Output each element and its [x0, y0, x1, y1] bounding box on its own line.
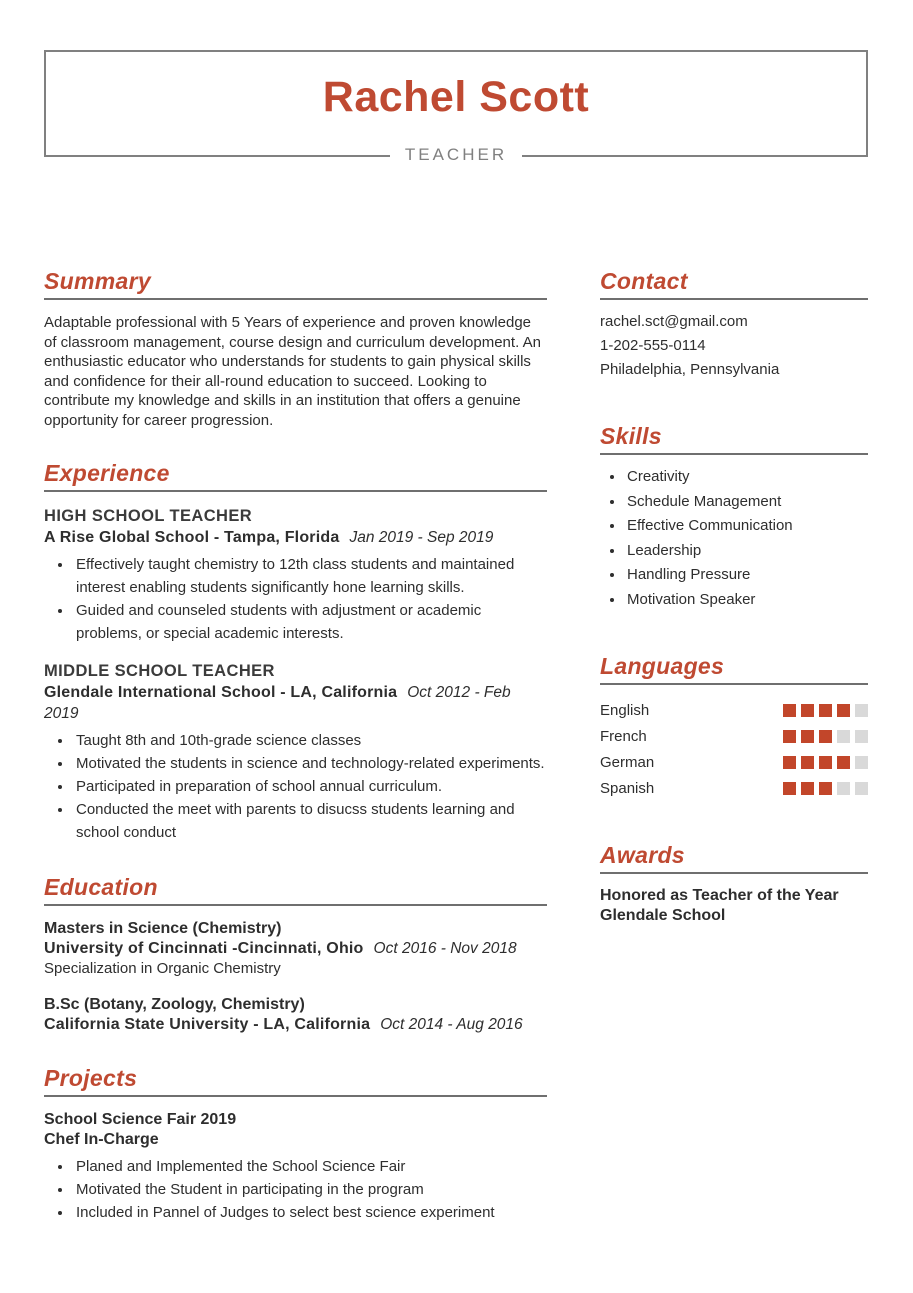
job-title: MIDDLE SCHOOL TEACHER: [44, 662, 275, 680]
job-bullet-list: [44, 729, 547, 844]
award-item: Honored as Teacher of the Year Glendale School: [600, 887, 839, 924]
job-company-line: [44, 682, 547, 724]
experience-job: [44, 661, 547, 844]
contact-location: Philadelphia, Pennsylvania: [600, 361, 780, 378]
education-entry: [44, 995, 547, 1035]
language-row: [600, 697, 868, 723]
job-title: HIGH SCHOOL TEACHER: [44, 507, 253, 525]
experience-heading: Experience: [44, 460, 547, 492]
language-level-square: [801, 730, 814, 743]
language-level-square: [837, 756, 850, 769]
language-level-square: [819, 756, 832, 769]
bullet-item: • Guided and counseled students with adjustment or academic problems, or special academic interests.: [73, 599, 547, 645]
skill-item: • Creativity: [625, 465, 868, 490]
section-languages: [600, 653, 868, 801]
project-entry: [44, 1110, 547, 1224]
bullet-item: • Effectively taught chemistry to 12th class students and maintained interest enabling students significantly hone learning skills.: [73, 553, 547, 599]
bullet-item: • Planed and Implemented the School Science Fair: [73, 1155, 547, 1178]
education-entry: [44, 919, 547, 979]
language-level-square: [783, 730, 796, 743]
language-level-square: [837, 704, 850, 717]
language-level-square: [819, 730, 832, 743]
skill-item: • Motivation Speaker: [625, 588, 868, 613]
experience-job: [44, 506, 547, 645]
language-level-square: [783, 782, 796, 795]
left-column: [44, 268, 547, 1254]
language-name: Spanish: [600, 779, 655, 797]
degree-name: Masters in Science (Chemistry): [44, 920, 282, 937]
language-level-square: [819, 704, 832, 717]
education-note: Specialization in Organic Chemistry: [44, 960, 281, 977]
language-level-square: [837, 782, 850, 795]
bullet-item: • Conducted the meet with parents to disucss students learning and school conduct: [73, 798, 547, 844]
language-level-square: [801, 704, 814, 717]
bullet-item: • Included in Pannel of Judges to select best science experiment: [73, 1201, 547, 1224]
project-bullet-list: [44, 1155, 547, 1224]
bullet-item: • Taught 8th and 10th-grade science classes: [73, 729, 547, 752]
bullet-item: • Motivated the students in science and technology-related experiments.: [73, 752, 547, 775]
language-name: French: [600, 727, 647, 745]
language-level: [783, 782, 868, 795]
language-row: [600, 775, 868, 801]
skills-list: [600, 465, 868, 612]
section-skills: [600, 423, 868, 612]
skill-item: • Effective Communication: [625, 514, 868, 539]
languages-block: [600, 697, 868, 801]
person-title: TEACHER: [390, 143, 522, 167]
person-name: Rachel Scott: [322, 73, 590, 121]
language-name: English: [600, 701, 650, 719]
contact-block: [600, 310, 868, 382]
language-level-square: [837, 730, 850, 743]
bullet-item: • Participated in preparation of school annual curriculum.: [73, 775, 547, 798]
projects-heading: Projects: [44, 1065, 547, 1097]
skills-heading: Skills: [600, 423, 868, 455]
section-contact: [600, 268, 868, 382]
company-name: Glendale International School - LA, California: [44, 684, 398, 701]
languages-heading: Languages: [600, 653, 868, 685]
language-row: [600, 723, 868, 749]
education-dates: Oct 2016 - Nov 2018: [373, 940, 517, 957]
section-experience: [44, 460, 547, 844]
job-dates: Jan 2019 - Sep 2019: [349, 529, 494, 546]
language-level-square: [855, 730, 868, 743]
skill-item: • Handling Pressure: [625, 563, 868, 588]
section-projects: [44, 1065, 547, 1224]
language-level-square: [855, 782, 868, 795]
person-title-wrap: [46, 143, 866, 168]
job-dates: Oct 2012 - Feb 2019: [44, 684, 511, 722]
skill-item: • Leadership: [625, 539, 868, 564]
job-bullet-list: [44, 553, 547, 645]
language-level-square: [783, 756, 796, 769]
language-level: [783, 756, 868, 769]
section-awards: [600, 842, 868, 926]
education-dates: Oct 2014 - Aug 2016: [380, 1016, 523, 1033]
language-level-square: [783, 704, 796, 717]
content-columns: [44, 268, 868, 1254]
resume-header: [44, 50, 868, 164]
language-level-square: [855, 756, 868, 769]
company-name: A Rise Global School - Tampa, Florida: [44, 529, 340, 546]
summary-text: Adaptable professional with 5 Years of experience and proven knowledge of classroom management, course design and curriculum development. An enthusiastic educator who understands for students to gain physical skills and confidence for their all-round education to succeed. Looking to contribute my knowledge and skills in an institution that offers a genuine opportunity for career progression.: [44, 314, 541, 429]
section-education: [44, 874, 547, 1035]
language-level-square: [819, 782, 832, 795]
language-level-square: [855, 704, 868, 717]
contact-phone: 1-202-555-0114: [600, 337, 706, 354]
school-name: University of Cincinnati -Cincinnati, Ohio: [44, 940, 364, 957]
language-level-square: [801, 756, 814, 769]
language-level-square: [801, 782, 814, 795]
section-summary: [44, 268, 547, 430]
contact-email: rachel.sct@gmail.com: [600, 313, 748, 330]
language-level: [783, 730, 868, 743]
school-line: [44, 1015, 547, 1035]
degree-name: B.Sc (Botany, Zoology, Chemistry): [44, 996, 305, 1013]
awards-heading: Awards: [600, 842, 868, 874]
right-column: [600, 268, 868, 1254]
school-line: [44, 939, 547, 959]
job-company-line: [44, 527, 547, 548]
project-role: Chef In-Charge: [44, 1131, 159, 1148]
skill-item: • Schedule Management: [625, 490, 868, 515]
language-level: [783, 704, 868, 717]
school-name: California State University - LA, California: [44, 1016, 371, 1033]
contact-heading: Contact: [600, 268, 868, 300]
language-name: German: [600, 753, 655, 771]
education-heading: Education: [44, 874, 547, 906]
project-title: School Science Fair 2019: [44, 1111, 237, 1128]
bullet-item: • Motivated the Student in participating in the program: [73, 1178, 547, 1201]
language-row: [600, 749, 868, 775]
summary-heading: Summary: [44, 268, 547, 300]
